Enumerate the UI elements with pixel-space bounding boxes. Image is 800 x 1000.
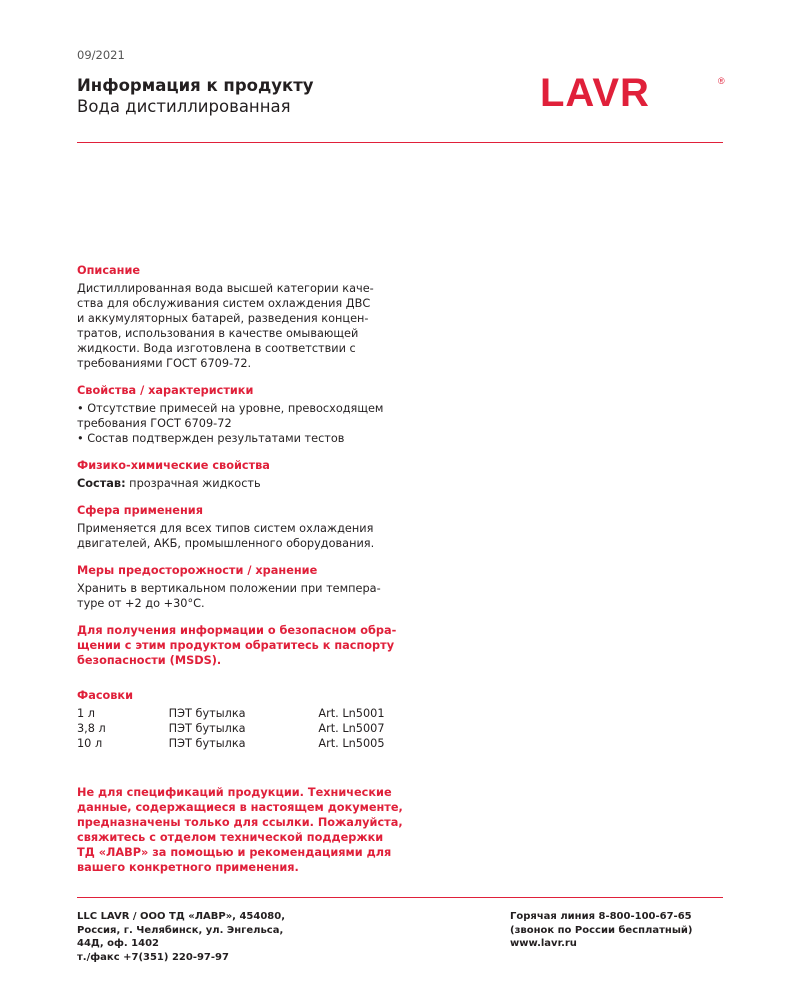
pack-volume: 1 л bbox=[77, 707, 95, 720]
physchem-section bbox=[77, 458, 407, 491]
pack-type: ПЭТ бутылка bbox=[168, 707, 246, 720]
page-title: Информация к продукту bbox=[77, 76, 314, 95]
composition-value: прозрачная жидкость bbox=[125, 477, 261, 490]
section-title: Описание bbox=[77, 264, 141, 277]
section-title: Сфера применения bbox=[77, 504, 203, 517]
hotline-contacts: Горячая линия 8-800-100-67-65 (звонок по России бесплатный) www.lavr.ru bbox=[510, 911, 693, 949]
pack-volume: 3,8 л bbox=[77, 722, 106, 735]
pack-volume: 10 л bbox=[77, 737, 103, 750]
msds-note: Для получения информации о безопасном обра- щении с этим продуктом обратитесь к паспорту безопасности (MSDS). bbox=[77, 624, 397, 667]
list-item: • Отсутствие примесей на уровне, превосходящем требования ГОСТ 6709-72 bbox=[77, 402, 384, 430]
company-address: LLC LAVR / ООО ТД «ЛАВР», 454080, Россия, г. Челябинск, ул. Энгельса, 44Д, оф. 1402 т./факс +7(351) 220-97-97 bbox=[77, 911, 285, 963]
list-item: • Состав подтвержден результатами тестов bbox=[77, 432, 345, 445]
pack-article: Art. Ln5001 bbox=[318, 707, 385, 720]
product-info-body bbox=[77, 263, 407, 875]
pack-type: ПЭТ бутылка bbox=[168, 737, 246, 750]
description-section bbox=[77, 263, 407, 371]
disclaimer-text: Не для спецификаций продукции. Технические данные, содержащиеся в настоящем документе, предназначены только для ссылки. Пожалуйста, свяжитесь с отделом технической поддержки ТД «ЛАВР» за помощью и рекомендациями для вашего конкретного применения. bbox=[77, 786, 403, 874]
application-text: Применяется для всех типов систем охлаждения двигателей, АКБ, промышленного оборудования. bbox=[77, 522, 375, 550]
section-title: Физико-химические свойства bbox=[77, 459, 270, 472]
table-row bbox=[77, 721, 407, 736]
pack-article: Art. Ln5007 bbox=[318, 722, 385, 735]
logo-text: LAVR bbox=[540, 74, 650, 110]
pack-type: ПЭТ бутылка bbox=[168, 722, 246, 735]
application-section bbox=[77, 503, 407, 551]
document-date: 09/2021 bbox=[77, 48, 125, 62]
section-title: Свойства / характеристики bbox=[77, 384, 254, 397]
header-divider bbox=[77, 142, 723, 143]
table-row bbox=[77, 706, 407, 721]
composition-label: Состав: bbox=[77, 477, 126, 490]
packaging-section bbox=[77, 688, 407, 751]
precautions-text: Хранить в вертикальном положении при темпера- туре от +2 до +30°С. bbox=[77, 582, 381, 610]
composition-line bbox=[77, 476, 407, 491]
footer-divider bbox=[77, 897, 723, 898]
description-text: Дистиллированная вода высшей категории каче- ства для обслуживания систем охлаждения ДВС и аккумуляторных батарей, разведения концен- тратов, использования в качестве омывающей жидкости. Вода изготовлена в соответствии с требованиями ГОСТ 6709-72. bbox=[77, 282, 374, 370]
pack-article: Art. Ln5005 bbox=[318, 737, 385, 750]
registered-mark: ® bbox=[718, 76, 725, 86]
properties-section bbox=[77, 383, 407, 446]
section-title: Меры предосторожности / хранение bbox=[77, 564, 318, 577]
section-title: Фасовки bbox=[77, 689, 134, 702]
lavr-logo bbox=[540, 74, 725, 110]
product-name: Вода дистиллированная bbox=[77, 97, 291, 116]
table-row bbox=[77, 736, 407, 751]
precautions-section bbox=[77, 563, 407, 611]
